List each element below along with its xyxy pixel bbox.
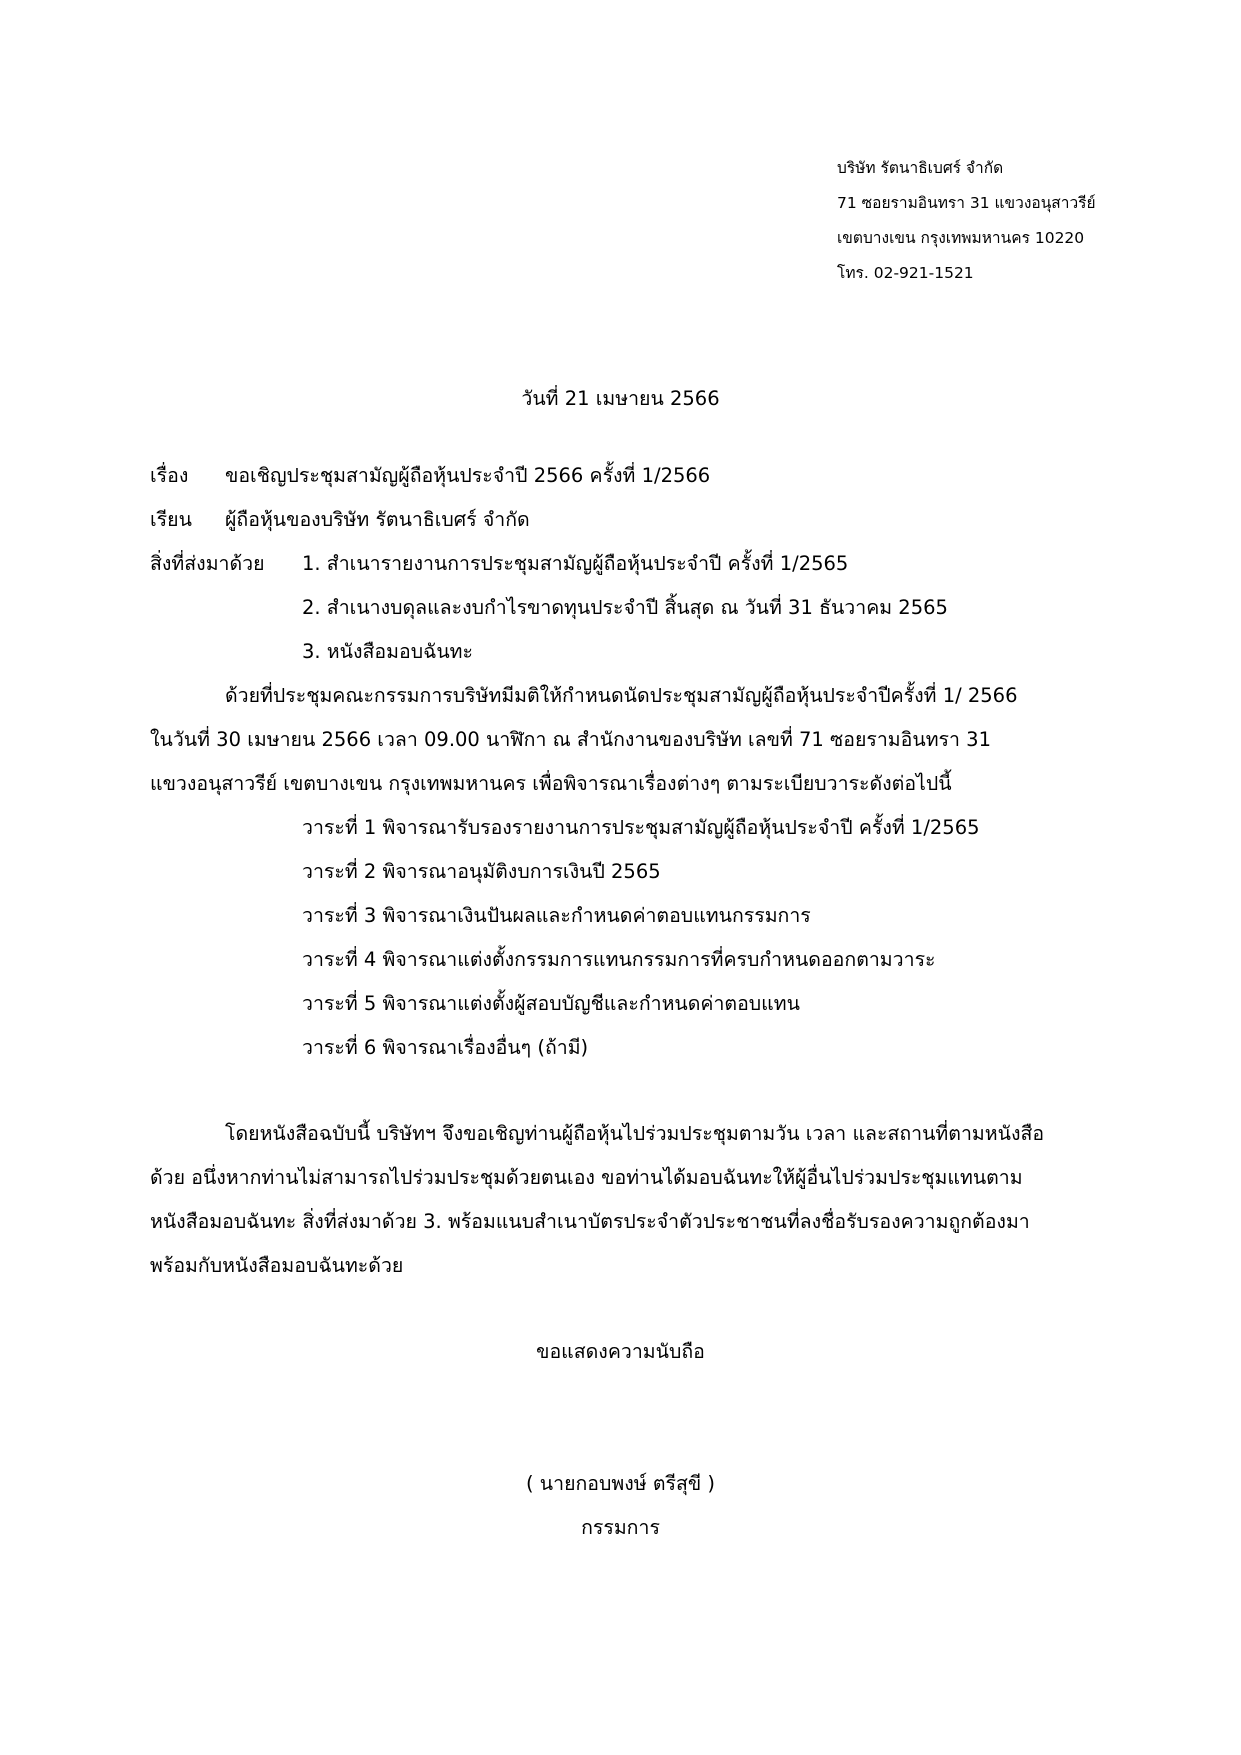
intro-line: ด้วยที่ประชุมคณะกรรมการบริษัทมีมติให้กำหนดนัดประชุมสามัญผู้ถือหุ้นประจำปีครั้งที่ 1/ 2566	[225, 684, 1018, 707]
enclosures-label: สิ่งที่ส่งมาด้วย	[150, 552, 265, 575]
subject-label: เรื่อง	[150, 464, 189, 487]
company-district: เขตบางเขน กรุงเทพมหานคร 10220	[837, 229, 1085, 247]
company-phone: โทร. 02-921-1521	[837, 264, 974, 282]
agenda-item: วาระที่ 3 พิจารณาเงินปันผลและกำหนดค่าตอบแทนกรรมการ	[302, 904, 811, 927]
enclosure-item: 2. สำเนางบดุลและงบกำไรขาดทุนประจำปี สิ้นสุด ณ วันที่ 31 ธันวาคม 2565	[302, 596, 948, 619]
closing-line: หนังสือมอบฉันทะ สิ่งที่ส่งมาด้วย 3. พร้อมแนบสำเนาบัตรประจำตัวประชาชนที่ลงชื่อรับรองความถูกต้องมา	[150, 1210, 1030, 1233]
recipient-text: ผู้ถือหุ้นของบริษัท รัตนาธิเบศร์ จำกัด	[225, 508, 530, 531]
agenda-item: วาระที่ 1 พิจารณารับรองรายงานการประชุมสามัญผู้ถือหุ้นประจำปี ครั้งที่ 1/2565	[302, 816, 980, 839]
letter-date: วันที่ 21 เมษายน 2566	[521, 387, 720, 410]
salutation: ขอแสดงความนับถือ	[536, 1340, 705, 1363]
closing-line: ด้วย อนึ่งหากท่านไม่สามารถไปร่วมประชุมด้วยตนเอง ขอท่านได้มอบฉันทะให้ผู้อื่นไปร่วมประชุมแทนตาม	[150, 1166, 1023, 1189]
signatory-name: ( นายกอบพงษ์ ตรีสุขี )	[525, 1472, 715, 1495]
intro-line: ในวันที่ 30 เมษายน 2566 เวลา 09.00 นาฬิกา ณ สำนักงานของบริษัท เลขที่ 71 ซอยรามอินทรา 31	[150, 728, 991, 751]
intro-line: แขวงอนุสาวรีย์ เขตบางเขน กรุงเทพมหานคร เพื่อพิจารณาเรื่องต่างๆ ตามระเบียบวาระดังต่อไปนี้	[150, 772, 952, 795]
company-street: 71 ซอยรามอินทรา 31 แขวงอนุสาวรีย์	[837, 194, 1096, 212]
closing-line: โดยหนังสือฉบับนี้ บริษัทฯ จึงขอเชิญท่านผู้ถือหุ้นไปร่วมประชุมตามวัน เวลา และสถานที่ตามหนังสือ	[225, 1122, 1045, 1145]
recipient-label: เรียน	[150, 508, 192, 531]
agenda-item: วาระที่ 2 พิจารณาอนุมัติงบการเงินปี 2565	[302, 860, 661, 883]
agenda-item: วาระที่ 5 พิจารณาแต่งตั้งผู้สอบบัญชีและกำหนดค่าตอบแทน	[302, 992, 800, 1015]
agenda-item: วาระที่ 4 พิจารณาแต่งตั้งกรรมการแทนกรรมการที่ครบกำหนดออกตามวาระ	[302, 948, 936, 971]
company-name: บริษัท รัตนาธิเบศร์ จำกัด	[837, 159, 1004, 177]
subject-text: ขอเชิญประชุมสามัญผู้ถือหุ้นประจำปี 2566 ครั้งที่ 1/2566	[225, 464, 711, 487]
closing-line: พร้อมกับหนังสือมอบฉันทะด้วย	[150, 1254, 404, 1277]
enclosure-item: 1. สำเนารายงานการประชุมสามัญผู้ถือหุ้นประจำปี ครั้งที่ 1/2565	[302, 552, 849, 575]
enclosure-item: 3. หนังสือมอบฉันทะ	[302, 640, 474, 663]
signatory-title: กรรมการ	[581, 1516, 660, 1539]
agenda-item: วาระที่ 6 พิจารณาเรื่องอื่นๆ (ถ้ามี)	[302, 1036, 589, 1059]
